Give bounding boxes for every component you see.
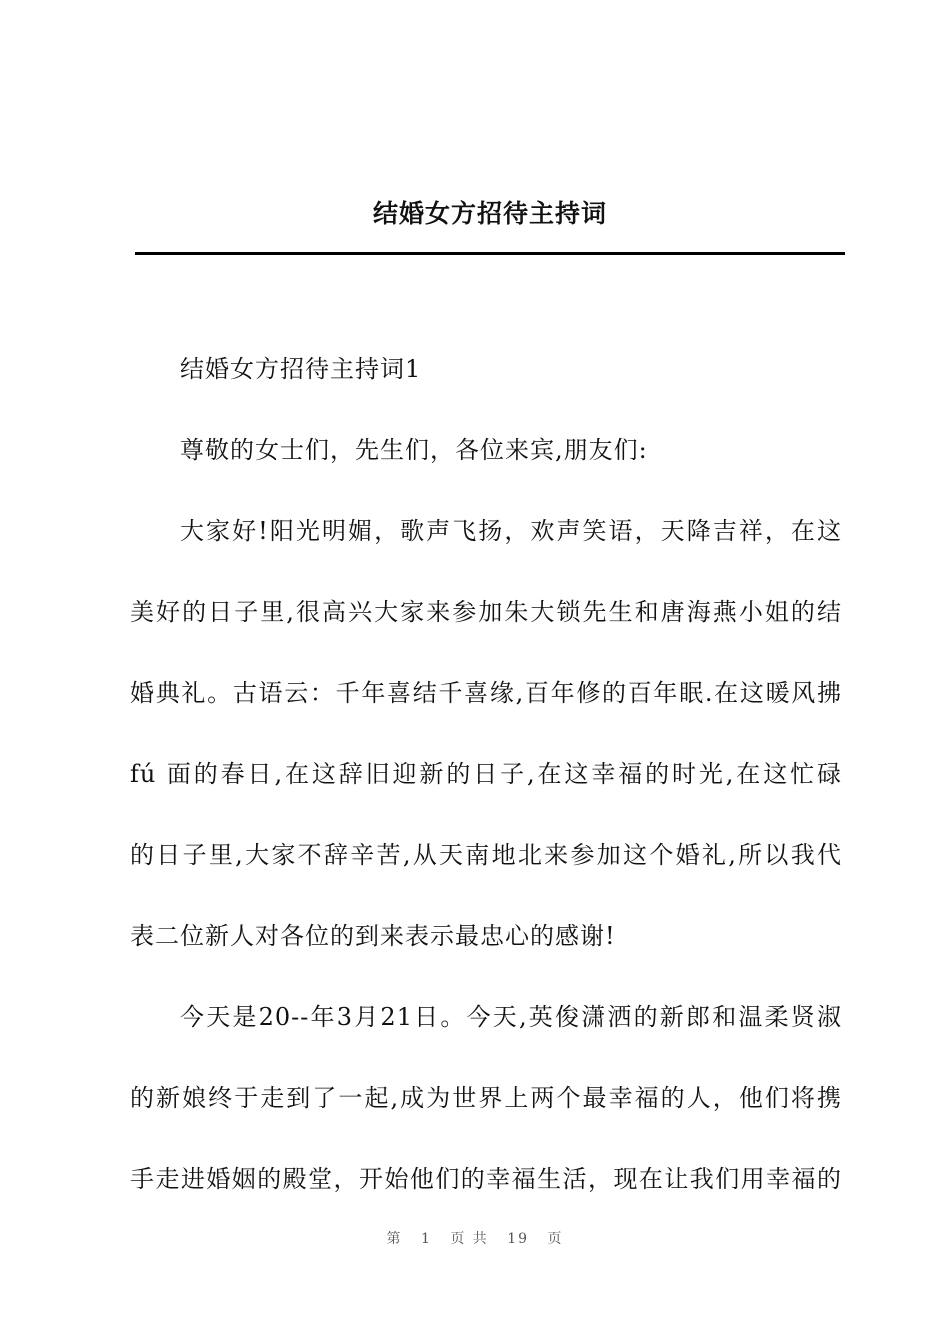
paragraph-line: 尊敬的女士们，先生们，各位来宾,朋友们: bbox=[180, 436, 648, 464]
page-label-suffix: 页 bbox=[547, 1231, 564, 1247]
paragraph-line: fú 面的春日,在这辞旧迎新的日子,在这幸福的时光,在这忙碌 bbox=[130, 760, 842, 788]
paragraph-line: 的新娘终于走到了一起,成为世界上两个最幸福的人，他们将携 bbox=[130, 1084, 842, 1112]
greeting-paragraph bbox=[130, 504, 842, 963]
paragraph-line: 大家好!阳光明媚，歌声飞扬，欢声笑语，天降吉祥，在这 bbox=[180, 517, 842, 545]
document-body bbox=[130, 342, 842, 1206]
page-number: 1 bbox=[420, 1231, 432, 1247]
total-pages: 19 bbox=[507, 1231, 530, 1247]
document-title: 结婚女方招待主持词 bbox=[372, 199, 607, 228]
paragraph-line: 手走进婚姻的殿堂，开始他们的幸福生活，现在让我们用幸福的 bbox=[130, 1165, 842, 1193]
paragraph-line: 表二位新人对各位的到来表示最忠心的感谢! bbox=[130, 922, 616, 950]
page-label-prefix: 第 bbox=[386, 1231, 403, 1247]
paragraph-line: 的日子里,大家不辞辛苦,从天南地北来参加这个婚礼,所以我代 bbox=[130, 841, 842, 869]
paragraph-line: 婚典礼。古语云：千年喜结千喜缘,百年修的百年眠.在这暖风拂 bbox=[130, 679, 842, 707]
title-underline bbox=[135, 252, 845, 255]
paragraph-line: 结婚女方招待主持词1 bbox=[180, 355, 422, 383]
paragraph-line: 美好的日子里,很高兴大家来参加朱大锁先生和唐海燕小姐的结 bbox=[130, 598, 842, 626]
date-paragraph bbox=[130, 990, 842, 1206]
page-label-mid: 页 共 bbox=[450, 1231, 489, 1247]
page-footer bbox=[0, 1228, 950, 1248]
section-heading bbox=[130, 342, 842, 396]
salutation-paragraph bbox=[130, 423, 842, 477]
paragraph-line: 今天是20--年3月21日。今天,英俊潇洒的新郎和温柔贤淑 bbox=[180, 1003, 842, 1031]
